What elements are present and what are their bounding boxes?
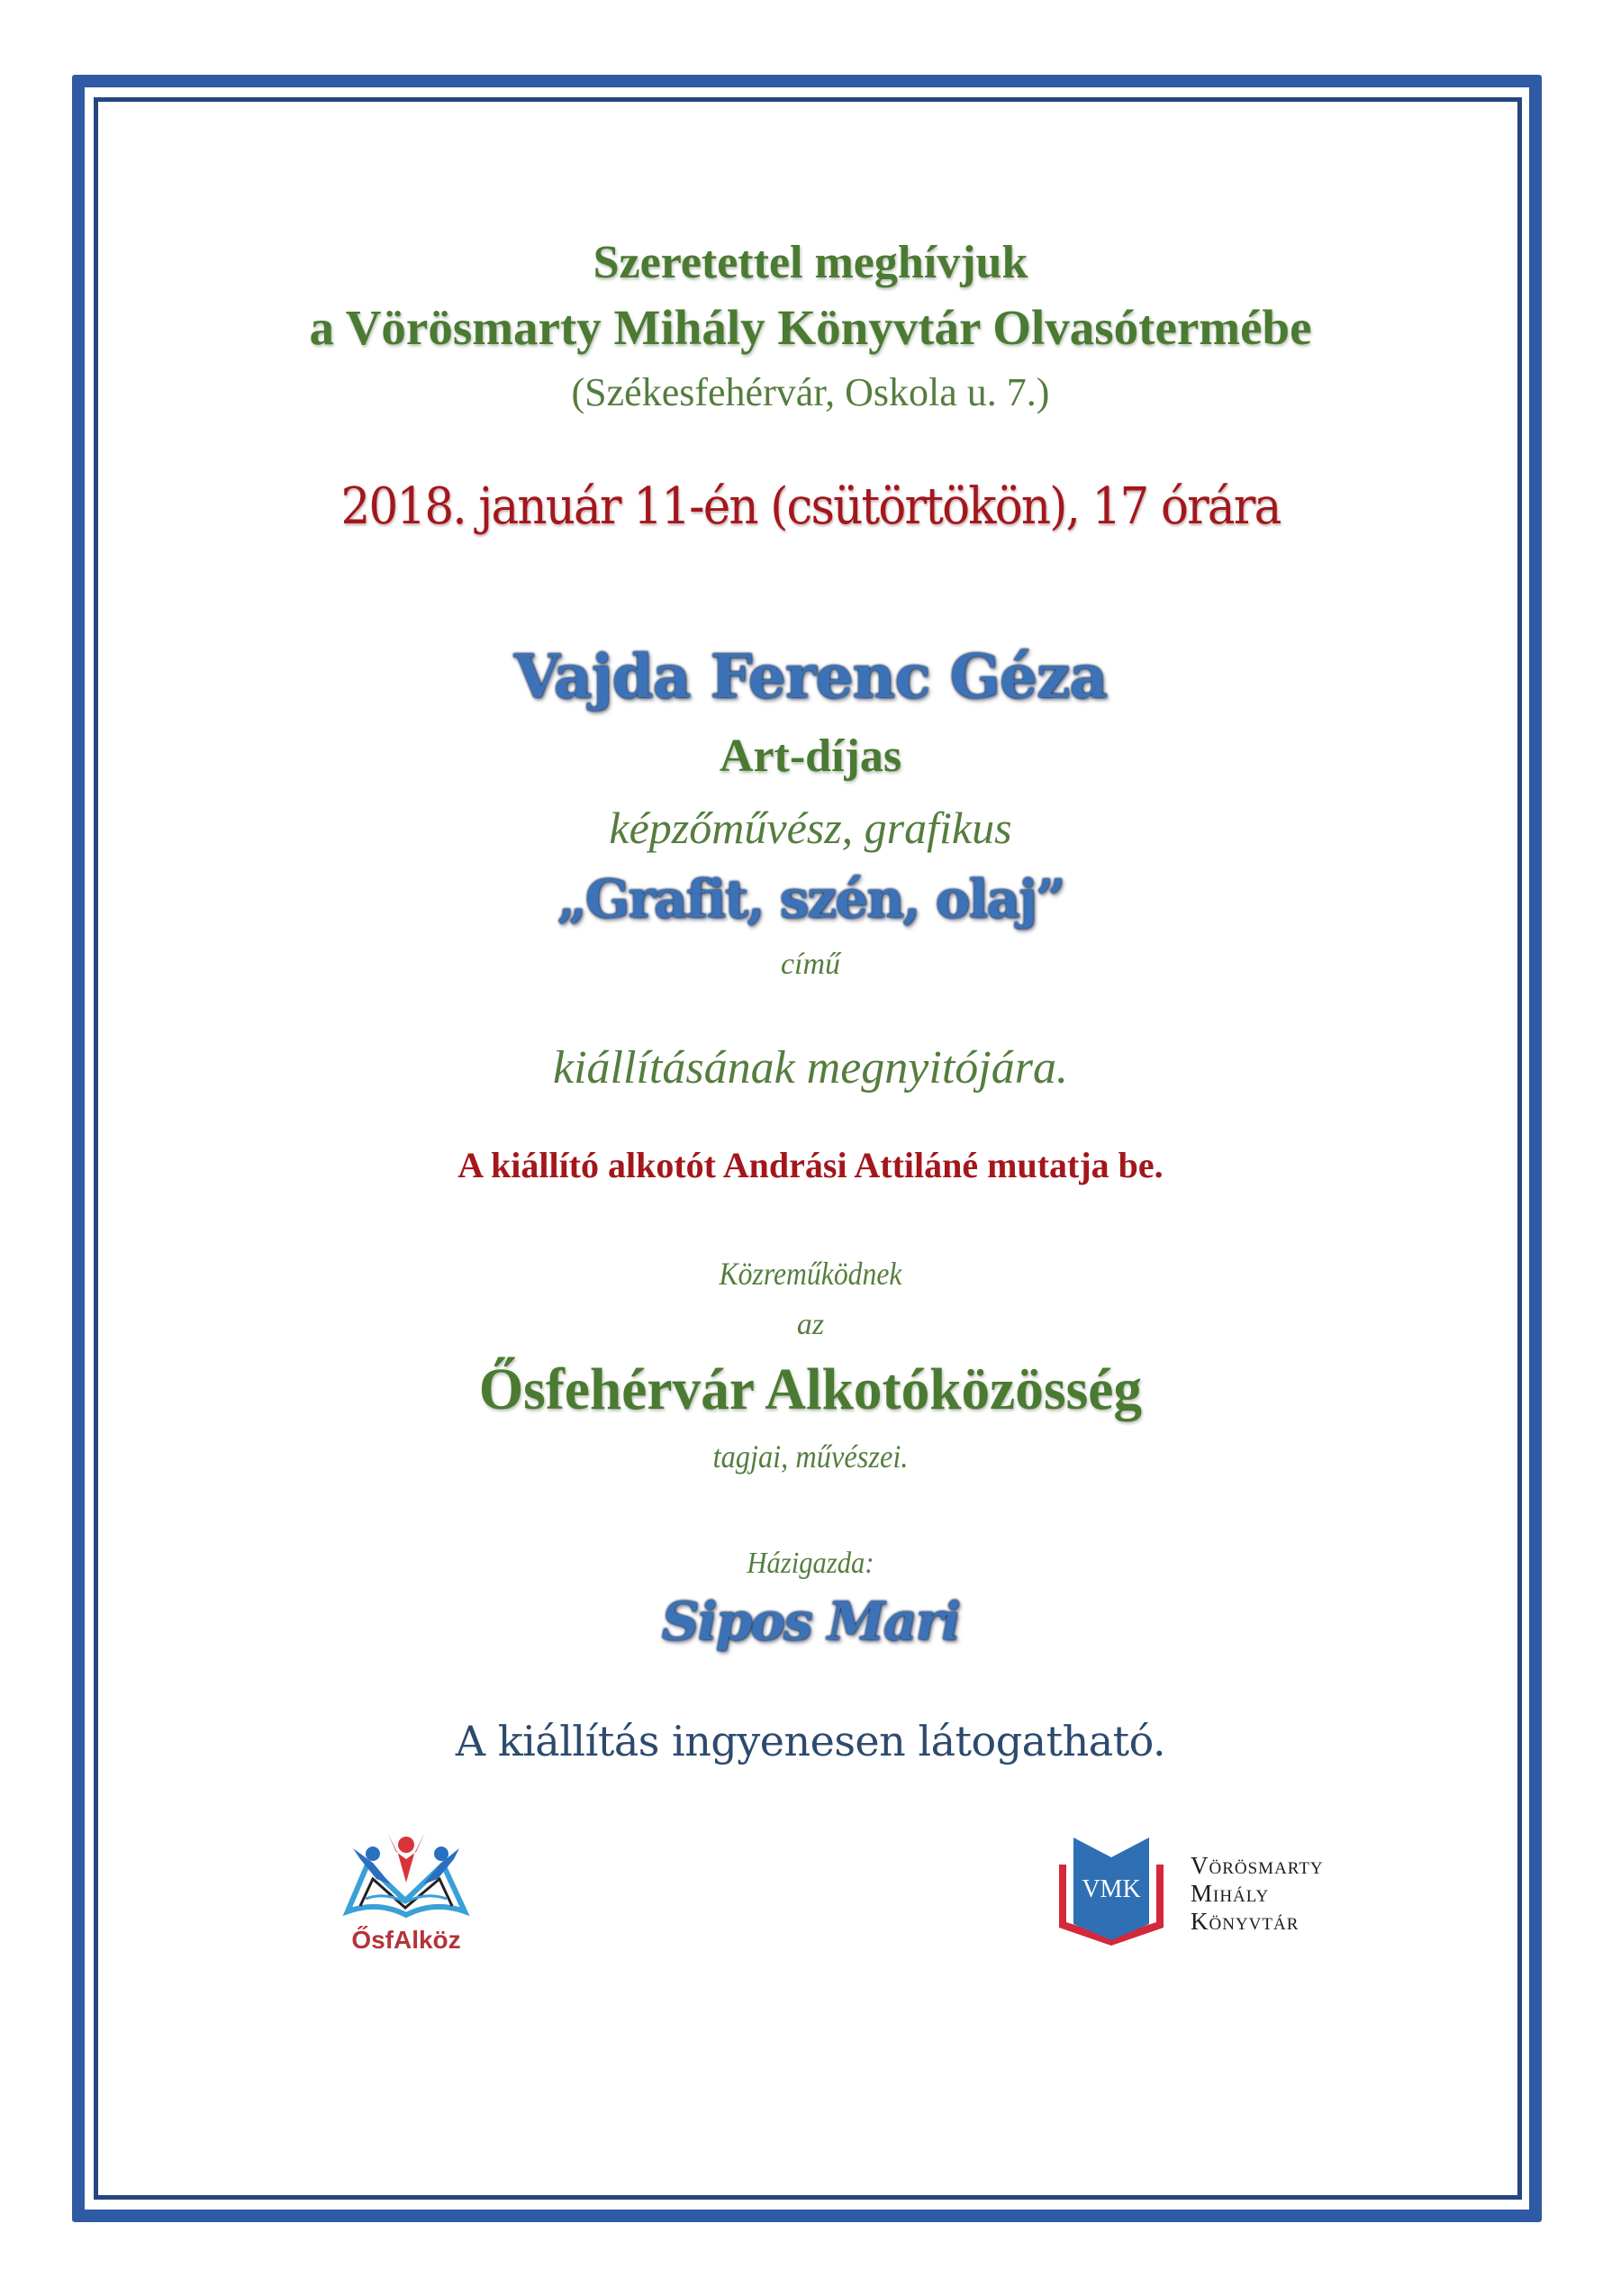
osfalkoz-logo [340,1829,472,1955]
vmk-name-line-3: Könyvtár [1191,1908,1300,1935]
titled-word: című [780,948,841,981]
group-name: Ősfehérvár Alkotóközösség [478,1357,1143,1422]
artist-award: Art-díjas [719,731,902,782]
event-date-time: 2018. január 11-én (csütörtökön), 17 órára [340,477,1281,536]
exhibition-title: „Grafit, szén, olaj” [557,868,1064,930]
presenter-text: A kiállító alkotót Andrási Attiláné mutatja be. [457,1145,1164,1185]
vmk-library-logo [1055,1834,1353,1951]
host-name: Sipos Mari [661,1591,960,1652]
venue-address: (Székesfehérvár, Oskola u. 7.) [571,370,1050,414]
vmk-name-line-2: Mihály [1191,1880,1270,1907]
vmk-library-name [1191,1852,1324,1936]
osfalkoz-logo-text: ŐsfAlköz [351,1926,461,1954]
people-book-icon [340,1829,472,1922]
greeting-heading: Szeretettel meghívjuk [593,237,1028,288]
venue-heading: a Vörösmarty Mihály Könyvtár Olvasótermébe [309,300,1312,355]
cooperation-line-2: az [796,1308,825,1341]
book-monogram-icon [1055,1834,1167,1946]
artist-name: Vajda Ferenc Géza [513,641,1108,712]
vmk-monogram: VMK [1082,1875,1141,1903]
cooperation-line-1: Közreműködnek [719,1256,902,1292]
host-label: Házigazda: [747,1547,874,1580]
opening-text: kiállításának megnyitójára. [553,1042,1068,1094]
group-members: tagjai, művészei. [712,1438,909,1475]
artist-profession: képzőművész, grafikus [609,803,1012,853]
free-entry-note: A kiállítás ingyenesen látogatható. [455,1717,1166,1765]
vmk-name-line-1: Vörösmarty [1191,1852,1324,1879]
